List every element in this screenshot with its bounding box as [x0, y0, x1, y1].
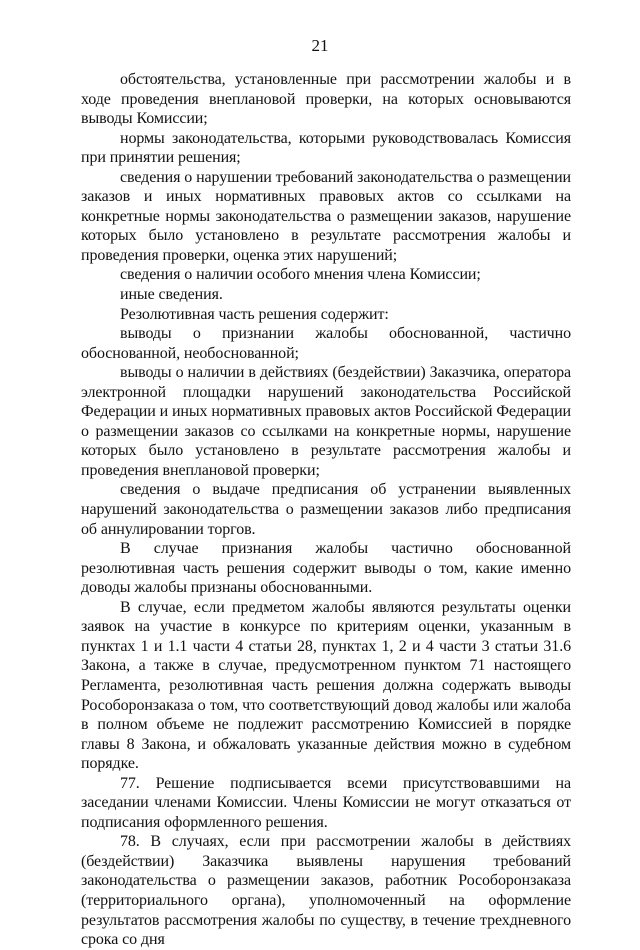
paragraph-other-info: иные сведения. — [120, 286, 223, 304]
paragraph-item-77: 77. Решение подписывается всеми присутствовавшими на заседании членами Комиссии. Члены Комиссии не могут отказаться от подписания оформленного решения. — [81, 774, 571, 831]
paragraph-violation-conclusions: выводы о наличии в действиях (бездействии) Заказчика, оператора электронной площадки нарушений законодательства Российской Федерации и иных нормативных правовых актов Российской Федерации о размещении заказов со ссылками на конкретные нормы, нарушение которых было установлено в результате рассмотрения жалобы и проведения внеплановой проверки; — [81, 364, 571, 479]
paragraph-item-78: 78. В случаях, если при рассмотрении жалобы в действиях (бездействии) Заказчика выявлены нарушения требований законодательства о размещении заказов, работник Рособоронзаказа (территориального органа), уполномоченный на оформление результатов рассмотрения жалобы по существу, в течение трехдневного срока со дня — [81, 833, 571, 949]
paragraph-evaluation-results: В случае, если предметом жалобы являются результаты оценки заявок на участие в конкурсе по критериям оценки, указанным в пунктах 1 и 1.1 части 4 статьи 28, пунктах 1, 2 и 4 части 3 статьи 31.6 Закона, а также в случае, предусмотренном пунктом 71 настоящего Регламента, резолютивная часть решения должна содержать выводы Рособоронзаказа о том, что соответствующий довод жалобы или жалоба в полном объеме не подлежит рассмотрению Комиссией в порядке главы 8 Закона, и обжаловать указанные действия можно в судебном порядке. — [81, 598, 571, 773]
page-number: 21 — [311, 36, 329, 55]
paragraph-order-info: сведения о выдаче предписания об устранении выявленных нарушений законодательства о размещении заказов либо предписания об аннулировании торгов. — [81, 481, 571, 538]
paragraph-dissenting-opinion: сведения о наличии особого мнения члена Комиссии; — [120, 266, 481, 284]
document-body — [81, 70, 571, 950]
paragraph-complaint-conclusions: выводы о признании жалобы обоснованной, частично обоснованной, необоснованной; — [81, 325, 571, 362]
paragraph-legal-norms: нормы законодательства, которыми руководствовалась Комиссия при принятии решения; — [81, 129, 571, 167]
paragraph-operative-part-heading: Резолютивная часть решения содержит: — [120, 305, 389, 323]
paragraph-partial-grounds: В случае признания жалобы частично обоснованной резолютивная часть решения содержит выводы о том, какие именно доводы жалобы признаны обоснованными. — [81, 540, 571, 597]
paragraph-violation-info: сведения о нарушении требований законодательства о размещении заказов и иных нормативных правовых актов со ссылками на конкретные нормы законодательства о размещении заказов, нарушение которых было установлено в результате рассмотрения жалобы и проведения проверки, оценка этих нарушений; — [81, 168, 571, 264]
paragraph-circumstances: обстоятельства, установленные при рассмотрении жалобы и в ходе проведения внеплановой проверки, на которых основываются выводы Комиссии; — [81, 71, 571, 128]
